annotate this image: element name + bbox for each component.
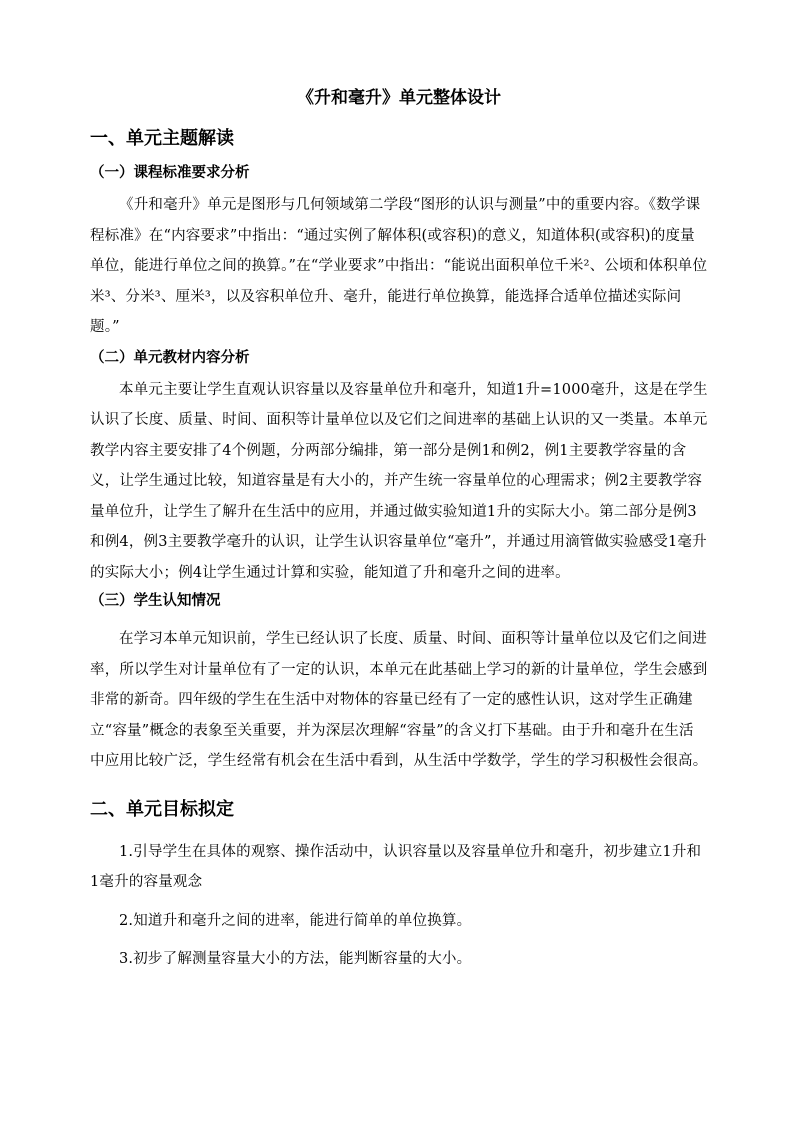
subsection-heading-curriculum-standards: （一）课程标准要求分析 bbox=[90, 165, 250, 181]
paragraph-textbook-analysis: 本单元主要让学生直观认识容量以及容量单位升和毫升，知道1升=1000毫升，这是在学生认识了长度、质量、时间、面积等计量单位以及它们之间进率的基础上认识的又一类量。本单元教学内容主要安排了4个例题，分两部分编排，第一部分是例1和例2，例1主要教学容量的含义，让学生通过比较，知道容量是有大小的，并产生统一容量单位的心理需求；例2主要教学容量单位升，让学生了解升在生活中的应用，并通过做实验知道1升的实际大小。第二部分是例3和例4，例3主要教学毫升的认识，让学生认识容量单位“毫升”，并通过用滴管做实验感受1毫升的实际大小；例4让学生通过计算和实验，能知道了升和毫升之间的进率。 bbox=[90, 381, 708, 581]
goal-item: 1.引导学生在具体的观察、操作活动中，认识容量以及容量单位升和毫升，初步建立1升和1毫升的容量观念 bbox=[90, 843, 702, 890]
section-heading-unit-goals: 二、单元目标拟定 bbox=[90, 798, 234, 820]
paragraph-student-cognition: 在学习本单元知识前，学生已经认识了长度、质量、时间、面积等计量单位以及它们之间进率，所以学生对计量单位有了一定的认识，本单元在此基础上学习的新的计量单位，学生会感到非常的新奇。四年级的学生在生活中对物体的容量已经有了一定的感性认识，这对学生正确建立“容量”概念的表象至关重要，并为深层次理解“容量”的含义打下基础。由于升和毫升在生活中应用比较广泛，学生经常有机会在生活中看到，从生活中学数学，学生的学习积极性会很高。 bbox=[90, 631, 708, 769]
goal-item: 2.知道升和毫升之间的进率，能进行简单的单位换算。 bbox=[119, 912, 472, 929]
subsection-heading-student-cognition: （三）学生认知情况 bbox=[90, 593, 221, 609]
goal-item: 3.初步了解测量容量大小的方法，能判断容量的大小。 bbox=[119, 951, 472, 967]
paragraph-curriculum-standards: 《升和毫升》单元是图形与几何领域第二学段“图形的认识与测量”中的重要内容。《数学课程标准》在“内容要求”中指出：“通过实例了解体积(或容积)的意义，知道体积(或容积)的度量单位，能进行单位之间的换算。”在“学业要求”中指出：“能说出面积单位千米²、公顷和体积单位米³、分米³、厘米³，以及容积单位升、毫升，能进行单位换算，能选择合适单位描述实际问题。” bbox=[90, 197, 708, 335]
document-title: 《升和毫升》单元整体设计 bbox=[297, 88, 501, 108]
subsection-heading-textbook-analysis: （二）单元教材内容分析 bbox=[90, 349, 250, 366]
section-heading-unit-theme: 一、单元主题解读 bbox=[90, 128, 234, 149]
